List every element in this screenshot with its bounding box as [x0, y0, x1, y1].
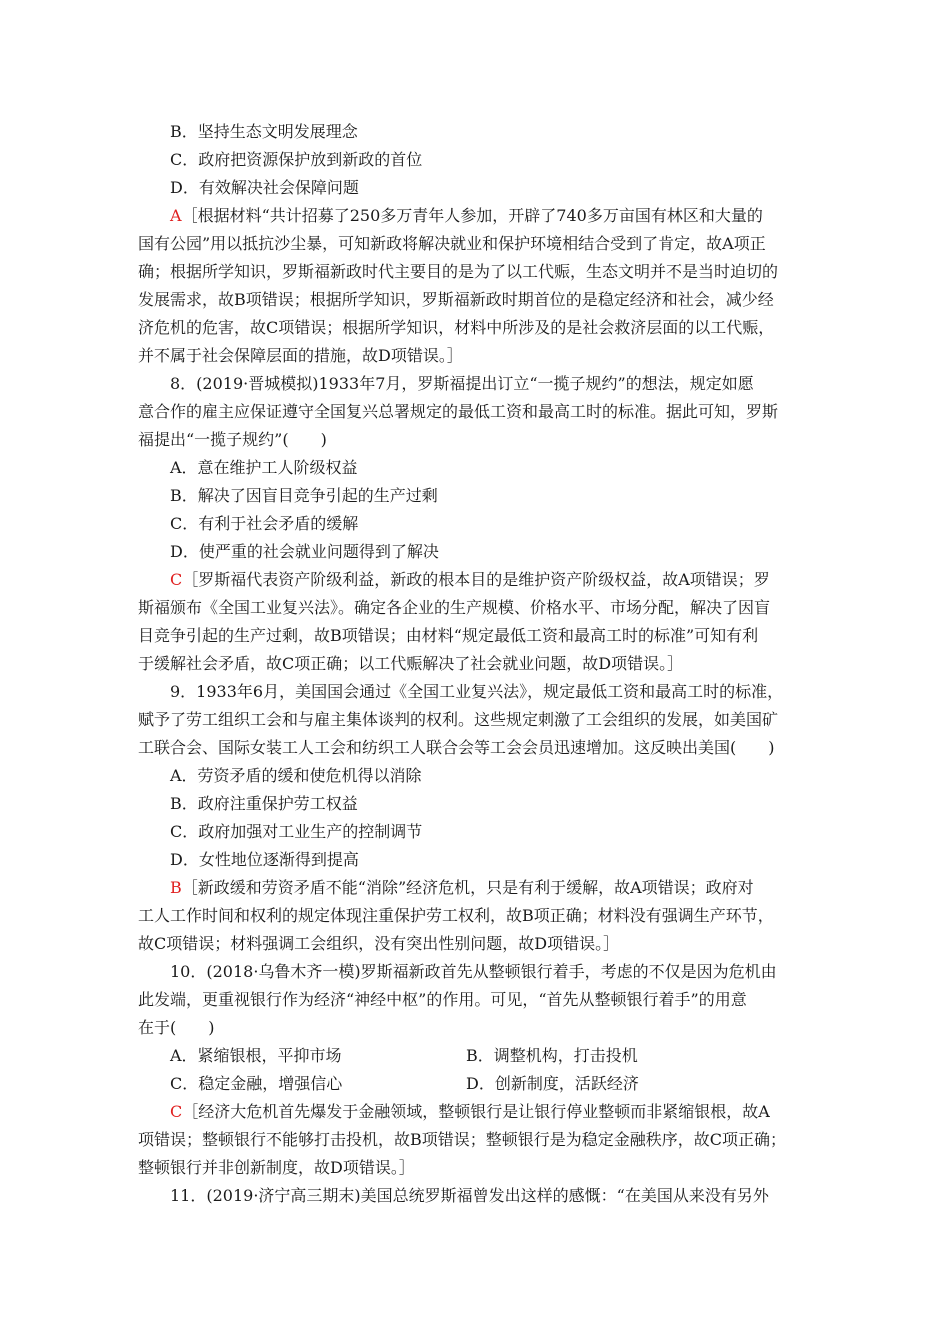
q10-option-b: B．调整机构，打击投机	[466, 1046, 638, 1065]
q9-explanation-text: ［新政缓和劳资矛盾不能“消除”经济危机，只是有利于缓解，故A项错误；政府对	[181, 878, 754, 897]
q9-option-a: A．劳资矛盾的缓和使危机得以消除	[170, 766, 422, 785]
q7-explanation-line-5: 济危机的危害，故C项错误；根据所学知识，材料中所涉及的是社会救济层面的以工代赈，	[138, 318, 775, 337]
q9-explanation-line-1	[170, 878, 754, 898]
q9-option-d: D．女性地位逐渐得到提高	[170, 850, 359, 869]
q8-explanation-text: ［罗斯福代表资产阶级利益，新政的根本目的是维护资产阶级权益，故A项错误；罗	[182, 570, 770, 589]
q7-option-c: C．政府把资源保护放到新政的首位	[170, 150, 423, 169]
q10-option-c: C．稳定金融，增强信心	[170, 1074, 343, 1093]
q8-answer: C	[170, 570, 183, 589]
q7-answer: A	[170, 206, 182, 225]
q10-option-d: D．创新制度，活跃经济	[466, 1074, 639, 1093]
q7-explanation-line-2: 国有公园”用以抵抗沙尘暴，可知新政将解决就业和保护环境相结合受到了肯定，故A项正	[138, 234, 766, 253]
q9-stem-line-3: 工联合会、国际女装工人工会和纺织工人联合会等工会会员迅速增加。这反映出美国( )	[138, 738, 775, 757]
q9-explanation-line-3: 故C项错误；材料强调工会组织，没有突出性别问题，故D项错误。］	[138, 934, 620, 953]
q8-explanation-line-1	[170, 570, 770, 590]
q10-answer: C	[170, 1102, 183, 1121]
q10-stem-line-1: 10．(2018·乌鲁木齐一模)罗斯福新政首先从整顿银行着手，考虑的不仅是因为危机由	[170, 962, 777, 981]
q7-explanation-line-1	[170, 206, 814, 226]
q10-option-a: A．紧缩银根，平抑市场	[170, 1046, 342, 1065]
q7-explanation-text: ［根据材料“共计招募了250多万青年人参加，开辟了740多万亩国有林区和大量的	[181, 206, 763, 225]
q10-explanation-line-1	[170, 1102, 770, 1122]
q9-answer: B	[170, 878, 182, 897]
q8-stem-line-1: 8．(2019·晋城模拟)1933年7月，罗斯福提出订立“一揽子规约”的想法，规定如愿	[170, 374, 754, 393]
q8-option-d: D．使严重的社会就业问题得到了解决	[170, 542, 439, 561]
q7-explanation-line-3: 确；根据所学知识，罗斯福新政时代主要目的是为了以工代赈，生态文明并不是当时迫切的	[138, 262, 779, 281]
q9-stem-line-2: 赋予了劳工组织工会和与雇主集体谈判的权利。这些规定刺激了工会组织的发展，如美国矿	[138, 710, 779, 729]
q8-explanation-line-4: 于缓解社会矛盾，故C项正确；以工代赈解决了社会就业问题，故D项错误。］	[138, 654, 684, 673]
q11-stem-line-1: 11．(2019·济宁高三期末)美国总统罗斯福曾发出这样的感慨：“在美国从来没有另外	[170, 1186, 769, 1205]
q8-explanation-line-3: 目竞争引起的生产过剩，故B项错误；由材料“规定最低工资和最高工时的标准”可知有利	[138, 626, 759, 645]
q8-option-c: C．有利于社会矛盾的缓解	[170, 514, 359, 533]
q9-option-b: B．政府注重保护劳工权益	[170, 794, 358, 813]
q9-option-c: C．政府加强对工业生产的控制调节	[170, 822, 423, 841]
q7-option-b: B．坚持生态文明发展理念	[170, 122, 358, 141]
q10-explanation-line-2: 项错误；整顿银行不能够打击投机，故B项错误；整顿银行是为稳定金融秩序，故C项正确；	[138, 1130, 787, 1149]
q9-stem-line-1: 9．1933年6月，美国国会通过《全国工业复兴法》，规定最低工资和最高工时的标准，	[170, 682, 784, 701]
q7-option-d: D．有效解决社会保障问题	[170, 178, 359, 197]
q10-explanation-text: ［经济大危机首先爆发于金融领域，整顿银行是让银行停业整顿而非紧缩银根，故A	[182, 1102, 770, 1121]
q8-option-b: B．解决了因盲目竞争引起的生产过剩	[170, 486, 438, 505]
q8-explanation-line-2: 斯福颁布《全国工业复兴法》。确定各企业的生产规模、价格水平、市场分配，解决了因盲	[138, 598, 771, 617]
q10-stem-line-3: 在于( )	[138, 1018, 215, 1037]
q8-stem-line-3: 福提出“一揽子规约”( )	[138, 430, 327, 449]
q8-option-a: A．意在维护工人阶级权益	[170, 458, 358, 477]
q7-explanation-line-6: 并不属于社会保障层面的措施，故D项错误。］	[138, 346, 463, 365]
q10-stem-line-2: 此发端，更重视银行作为经济“神经中枢”的作用。可见，“首先从整顿银行着手”的用意	[138, 990, 747, 1009]
q8-stem-line-2: 意合作的雇主应保证遵守全国复兴总署规定的最低工资和最高工时的标准。据此可知，罗斯	[138, 402, 779, 421]
q10-explanation-line-3: 整顿银行并非创新制度，故D项错误。］	[138, 1158, 415, 1177]
q7-explanation-line-4: 发展需求，故B项错误；根据所学知识，罗斯福新政时期首位的是稳定经济和社会，减少经	[138, 290, 774, 309]
q9-explanation-line-2: 工人工作时间和权利的规定体现注重保护劳工权利，故B项正确；材料没有强调生产环节，	[138, 906, 774, 925]
